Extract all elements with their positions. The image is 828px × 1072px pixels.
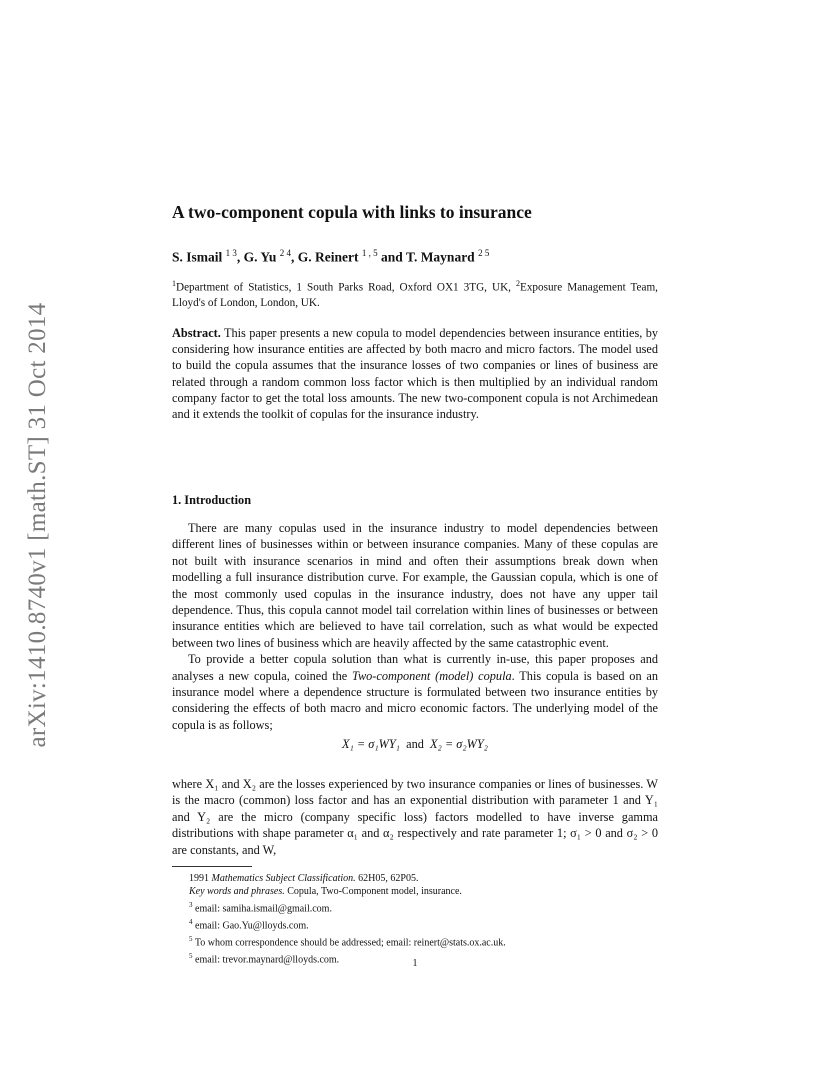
author-marks: 2 5 [478, 248, 490, 258]
paragraph: There are many copulas used in the insurance industry to model dependencies between different lines of businesses within or between insurance companies. Many of these copulas are not built with insurance scenarios in mind and often their assumptions break down when modelling a full insurance distribution curve. For example, the Gaussian copula, which is one of the most commonly used copulas in the insurance industry, does not have any upper tail dependence. Thus, this copula cannot model tail correlation within lines of businesses or between insurance entities which are believed to have tail correlation, such as what would be expected between two lines of business which are heavily affected by the same catastrophic event. [172, 521, 658, 650]
footnote-text: email: trevor.maynard@lloyds.com. [192, 954, 340, 966]
footnote-text: 1991 [189, 873, 212, 884]
author-marks: 2 4 [279, 248, 292, 258]
footnote-keywords [172, 886, 658, 899]
footnote-4 [172, 916, 658, 933]
abstract-text: This paper presents a new copula to model dependencies between insurance entities, by considering how insurance entities are affected by both macro and micro factors. The model used to build the copula assumes that the insurance losses of two companies or lines of business are related through a random common loss factor which is then multiplied by an individual random company factor to get the total loss amounts. The new two-component copula is not Archimedean and it extends the toolkit of copulas for the insurance industry. [172, 326, 658, 422]
author-name: T. Maynard [405, 249, 475, 265]
paragraph-text: To provide a better copula solution than what is currently in-use, this paper proposes and analyses a new copula, coined the [172, 652, 658, 683]
author-name: G. Yu [243, 249, 277, 265]
affiliation-mark: 1 [172, 279, 176, 288]
footnote-msc [172, 873, 658, 886]
footnote-rule [172, 866, 252, 867]
arxiv-sidebar-stamp [18, 285, 58, 765]
page-number: 1 [412, 958, 418, 969]
footnote-5a [172, 933, 658, 950]
emphasis: Two-component (model) copula [352, 668, 512, 683]
abstract-label: Abstract. [172, 326, 221, 340]
footnote-text: email: samiha.ismail@gmail.com. [192, 902, 332, 914]
footnotes [172, 873, 658, 967]
affiliation-2: Exposure Management Team, Lloyd's of London, London, UK. [172, 281, 658, 309]
author-name: S. Ismail [172, 249, 223, 265]
equation-conjunction: and [406, 737, 424, 752]
paragraph [172, 651, 658, 733]
author-list: S. Ismail $^{1 3}$, G. Yu $^{2 4}$, G. Reinert $^{1 , 5}$ and T. Maynard $^{2 5}$ [172, 248, 490, 265]
section-heading: 1. Introduction [172, 493, 252, 507]
footnote-3 [172, 899, 658, 916]
author-name: G. Reinert [297, 249, 359, 265]
footnote-text: Copula, Two-Component model, insurance. [284, 885, 462, 897]
footnote-label: Key words and phrases. [189, 885, 285, 897]
equation-right: X₂ = σ₂WY₂ [430, 737, 488, 752]
paragraph-continuation: where X₁ and X₂ are the losses experienced by two insurance companies or lines of businesses. W is the macro (common) loss factor and has an exponential distribution with parameter 1 and Y₁ and Y₂ are the micro (company specific loss) factors modelled to have inverse gamma distributions with shape parameter α₁ and α₂ respectively and rate parameter 1; σ₁ > 0 and σ₂ > 0 are constants, and W, [172, 777, 658, 857]
paragraph-text: . This copula is based on an insurance model where a dependence structure is formulated between two insurance entities by considering the effects of both macro and micro economic factors. The underlying model of the copula is as follows; [172, 668, 658, 732]
paper-title: A two-component copula with links to insurance [172, 202, 532, 222]
model-equation [172, 736, 658, 752]
equation-left: X₁ = σ₁WY₁ [342, 737, 400, 752]
affiliation-1: Department of Statistics, 1 South Parks Road, Oxford OX1 3TG, UK, [176, 281, 516, 294]
arxiv-identifier: arXiv:1410.8740v1 [math.ST] 31 Oct 2014 [24, 302, 51, 748]
author-marks: 1 , 5 [361, 248, 378, 258]
author-marks: 1 3 [225, 248, 237, 258]
footnote-text: To whom correspondence should be addressed; email: reinert@stats.ox.ac.uk. [192, 937, 506, 949]
footnote-mark: 4 [189, 917, 193, 926]
footnote-label: Mathematics Subject Classification. [211, 873, 356, 884]
footnote-mark: 5 [189, 951, 193, 960]
footnote-text: 62H05, 62P05. [355, 873, 419, 884]
affiliation-mark: 2 [515, 279, 520, 288]
footnote-mark: 3 [189, 900, 193, 909]
abstract [172, 325, 658, 422]
footnote-mark: 5 [189, 934, 193, 943]
affiliations [172, 276, 658, 311]
footnote-text: email: Gao.Yu@lloyds.com. [192, 920, 309, 932]
introduction-body [172, 520, 658, 757]
